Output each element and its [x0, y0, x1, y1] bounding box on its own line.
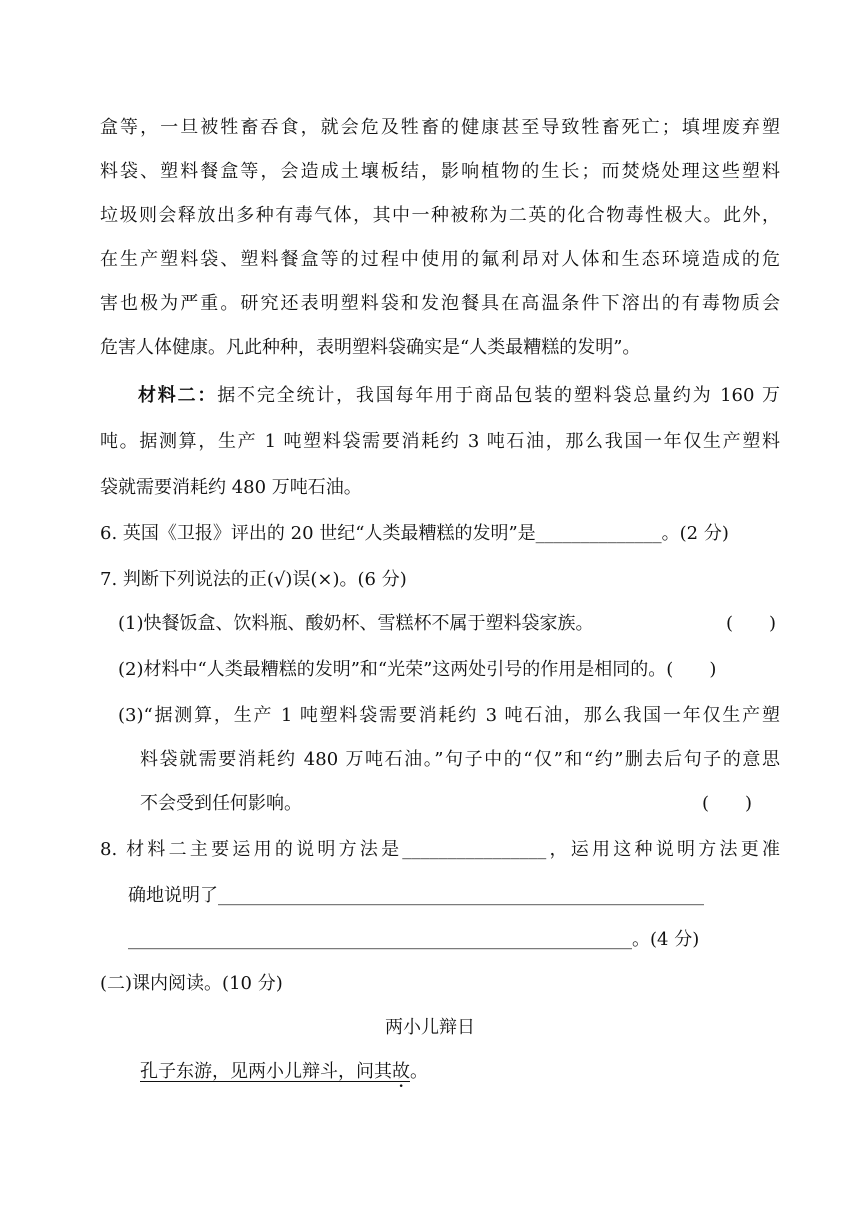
dotted-character: 故 [392, 1061, 410, 1082]
material-one-line-5: 害也极为严重。研究还表明塑料袋和发泡餐具在高温条件下溶出的有毒物质会 [100, 293, 780, 314]
question-8-line-3: ________________________________________________________。(4 分) [128, 929, 700, 950]
material-one-line-1: 盒等，一旦被牲畜吞食，就会危及牲畜的健康甚至导致牲畜死亡；填埋废弃塑 [100, 117, 780, 138]
material-one-line-3: 垃圾则会释放出多种有毒气体，其中一种被称为二英的化合物毒性极大。此外， [100, 205, 780, 226]
material-one-line-6: 危害人体健康。凡此种种，表明塑料袋确实是“人类最糟糕的发明”。 [100, 337, 641, 358]
material-two-text-1: 据不完全统计，我国每年用于商品包装的塑料袋总量约为 160 万 [217, 385, 780, 406]
question-7-3-line-1: (3)“据测算，生产 1 吨塑料袋需要消耗约 3 吨石油，那么我国一年仅生产塑 [118, 705, 780, 726]
passage-first-line-text: 孔子东游，见两小儿辩斗，问其 [140, 1061, 392, 1082]
material-two-line-1 [138, 384, 780, 408]
question-8-line-1: 8. 材料二主要运用的说明方法是________________，运用这种说明方法更准 [100, 839, 780, 860]
material-two-label: 材料二： [138, 385, 218, 406]
question-7-1: (1)快餐饭盒、饮料瓶、酸奶杯、雪糕杯不属于塑料袋家族。 [118, 613, 594, 634]
question-6: 6. 英国《卫报》评出的 20 世纪“人类最糟糕的发明”是______________。(2 分) [100, 523, 729, 544]
passage-first-line [140, 1060, 428, 1092]
answer-paren-7-1: ( ) [726, 613, 777, 634]
passage-first-line-end: 。 [410, 1061, 428, 1082]
question-8-line-2: 确地说明了______________________________________________________ [128, 885, 704, 906]
material-one-line-2: 料袋、塑料餐盒等，会造成土壤板结，影响植物的生长；而焚烧处理这些塑料 [100, 161, 780, 182]
answer-paren-7-3: ( ) [702, 793, 753, 814]
question-7-3-line-3: 不会受到任何影响。 [140, 793, 302, 814]
material-two-line-3: 袋就需要消耗约 480 万吨石油。 [100, 477, 362, 498]
material-one-line-4: 在生产塑料袋、塑料餐盒等的过程中使用的氟利昂对人体和生态环境造成的危 [100, 249, 780, 270]
material-two-line-2: 吨。据测算，生产 1 吨塑料袋需要消耗约 3 吨石油，那么我国一年仅生产塑料 [100, 431, 780, 452]
question-7: 7. 判断下列说法的正(√)误(×)。(6 分) [100, 569, 407, 590]
passage-title: 两小儿辩日 [385, 1017, 475, 1038]
section-two-heading: (二)课内阅读。(10 分) [100, 973, 283, 994]
question-7-3-line-2: 料袋就需要消耗约 480 万吨石油。”句子中的“仅”和“约”删去后句子的意思 [140, 749, 780, 770]
question-7-2: (2)材料中“人类最糟糕的发明”和“光荣”这两处引号的作用是相同的。( ) [118, 659, 717, 680]
